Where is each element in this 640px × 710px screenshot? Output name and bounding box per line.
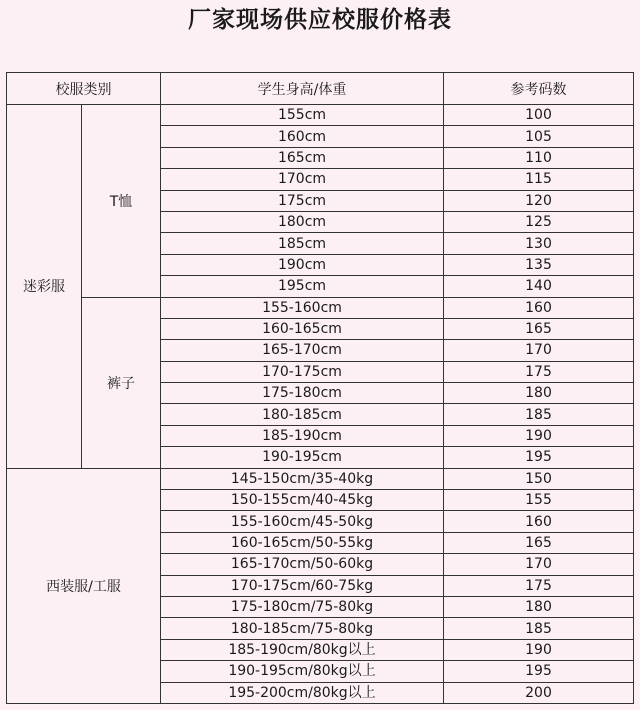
- size-cell: 175-180cm: [161, 383, 444, 404]
- subcategory-cell: 裤子: [82, 297, 161, 468]
- category-cell: 西装服/工服: [7, 468, 161, 703]
- code-cell: 165: [444, 532, 634, 553]
- size-cell: 160cm: [161, 126, 444, 147]
- code-cell: 175: [444, 575, 634, 596]
- code-cell: 185: [444, 404, 634, 425]
- code-cell: 110: [444, 147, 634, 168]
- table-row: [7, 105, 634, 126]
- code-cell: 140: [444, 276, 634, 297]
- page-title: 厂家现场供应校服价格表: [188, 7, 452, 33]
- code-cell: 195: [444, 447, 634, 468]
- code-cell: 175: [444, 361, 634, 382]
- size-cell: 170-175cm/60-75kg: [161, 575, 444, 596]
- code-cell: 190: [444, 639, 634, 660]
- size-cell: 155-160cm/45-50kg: [161, 511, 444, 532]
- size-cell: 165-170cm/50-60kg: [161, 554, 444, 575]
- code-cell: 195: [444, 661, 634, 682]
- size-cell: 165-170cm: [161, 340, 444, 361]
- table-row: [7, 297, 634, 318]
- size-cell: 180-185cm: [161, 404, 444, 425]
- size-cell: 170-175cm: [161, 361, 444, 382]
- code-cell: 190: [444, 425, 634, 446]
- code-cell: 105: [444, 126, 634, 147]
- size-cell: 190-195cm/80kg以上: [161, 661, 444, 682]
- price-table: [6, 72, 634, 704]
- table-header-row: [7, 73, 634, 105]
- size-cell: 180-185cm/75-80kg: [161, 618, 444, 639]
- table-row: [7, 468, 634, 489]
- size-cell: 185cm: [161, 233, 444, 254]
- size-cell: 155-160cm: [161, 297, 444, 318]
- size-cell: 150-155cm/40-45kg: [161, 490, 444, 511]
- size-cell: 180cm: [161, 211, 444, 232]
- header-category: 校服类别: [7, 73, 161, 105]
- code-cell: 115: [444, 169, 634, 190]
- code-cell: 185: [444, 618, 634, 639]
- code-cell: 130: [444, 233, 634, 254]
- table-body: [7, 105, 634, 704]
- code-cell: 160: [444, 297, 634, 318]
- size-cell: 160-165cm/50-55kg: [161, 532, 444, 553]
- code-cell: 180: [444, 596, 634, 617]
- size-cell: 190-195cm: [161, 447, 444, 468]
- code-cell: 200: [444, 682, 634, 703]
- size-cell: 185-190cm/80kg以上: [161, 639, 444, 660]
- code-cell: 160: [444, 511, 634, 532]
- size-cell: 145-150cm/35-40kg: [161, 468, 444, 489]
- code-cell: 120: [444, 190, 634, 211]
- size-cell: 175-180cm/75-80kg: [161, 596, 444, 617]
- size-cell: 170cm: [161, 169, 444, 190]
- size-cell: 175cm: [161, 190, 444, 211]
- size-cell: 185-190cm: [161, 425, 444, 446]
- size-cell: 165cm: [161, 147, 444, 168]
- code-cell: 135: [444, 254, 634, 275]
- size-cell: 160-165cm: [161, 318, 444, 339]
- category-cell: 迷彩服: [7, 105, 82, 469]
- size-cell: 190cm: [161, 254, 444, 275]
- code-cell: 125: [444, 211, 634, 232]
- code-cell: 165: [444, 318, 634, 339]
- code-cell: 180: [444, 383, 634, 404]
- code-cell: 170: [444, 340, 634, 361]
- code-cell: 150: [444, 468, 634, 489]
- code-cell: 170: [444, 554, 634, 575]
- header-code: 参考码数: [444, 73, 634, 105]
- code-cell: 155: [444, 490, 634, 511]
- size-cell: 155cm: [161, 105, 444, 126]
- header-size: 学生身高/体重: [161, 73, 444, 105]
- size-cell: 195cm: [161, 276, 444, 297]
- subcategory-cell: T恤: [82, 105, 161, 298]
- size-cell: 195-200cm/80kg以上: [161, 682, 444, 703]
- code-cell: 100: [444, 105, 634, 126]
